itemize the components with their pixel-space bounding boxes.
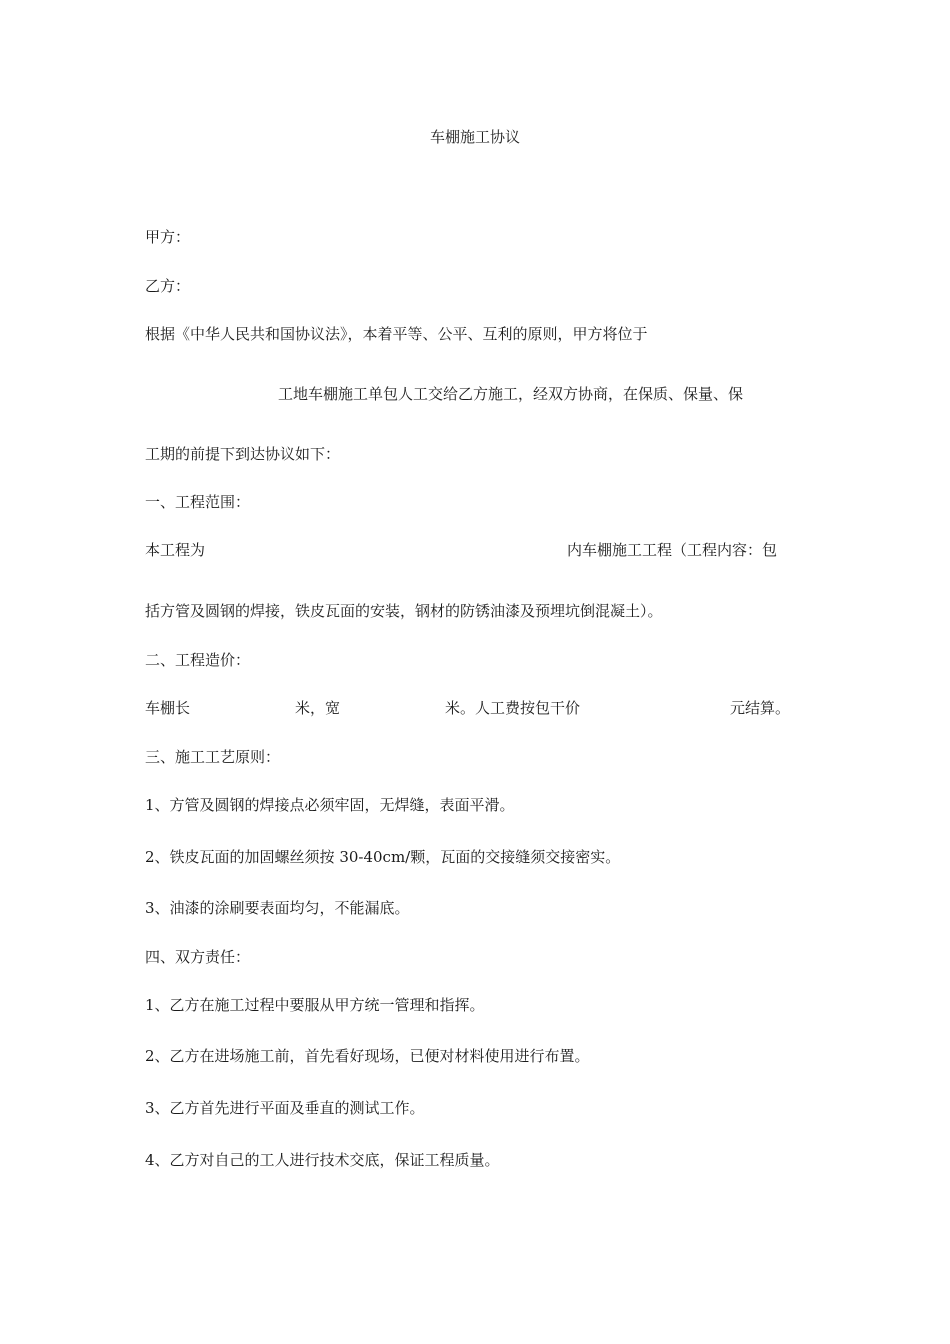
price-part-2: 米，宽: [295, 699, 341, 717]
section-2-heading: 二、工程造价：: [145, 651, 251, 669]
scope-continuation: 括方管及圆钢的焊接，铁皮瓦面的安装，钢材的防锈油漆及预埋坑倒混凝土）。: [145, 602, 663, 620]
section-3-heading: 三、施工工艺原则：: [145, 748, 281, 766]
price-part-3: 米。人工费按包干价: [445, 699, 581, 717]
section-3-item-1: 1、方管及圆钢的焊接点必须牢固，无焊缝，表面平滑。: [145, 796, 515, 814]
scope-prefix: 本工程为: [145, 541, 206, 559]
section-4-item-4: 4、乙方对自己的工人进行技术交底，保证工程质量。: [145, 1151, 500, 1169]
section-4-item-1: 1、乙方在施工过程中要服从甲方统一管理和指挥。: [145, 996, 485, 1014]
section-1-heading: 一、工程范围：: [145, 493, 251, 511]
section-3-item-2: 2、铁皮瓦面的加固螺丝须按 30-40cm/颗，瓦面的交接缝须交接密实。: [145, 848, 621, 866]
intro-line-1: 根据《中华人民共和国协议法》，本着平等、公平、互利的原则，甲方将位于: [145, 325, 648, 343]
section-4-item-3: 3、乙方首先进行平面及垂直的测试工作。: [145, 1099, 425, 1117]
section-4-item-2: 2、乙方在进场施工前，首先看好现场，已便对材料使用进行布置。: [145, 1047, 590, 1065]
party-a-label: 甲方：: [145, 228, 191, 246]
section-3-item-3: 3、油漆的涂刷要表面均匀，不能漏底。: [145, 899, 410, 917]
document-title: 车棚施工协议: [429, 128, 520, 146]
price-part-1: 车棚长: [145, 699, 191, 717]
intro-line-2: 工地车棚施工单包人工交给乙方施工，经双方协商，在保质、保量、保: [278, 385, 744, 403]
price-part-4: 元结算。: [730, 699, 791, 717]
intro-line-3: 工期的前提下到达协议如下：: [145, 445, 341, 463]
section-4-heading: 四、双方责任：: [145, 948, 251, 966]
party-b-label: 乙方：: [145, 277, 191, 295]
scope-suffix: 内车棚施工工程（工程内容：包: [567, 541, 778, 559]
